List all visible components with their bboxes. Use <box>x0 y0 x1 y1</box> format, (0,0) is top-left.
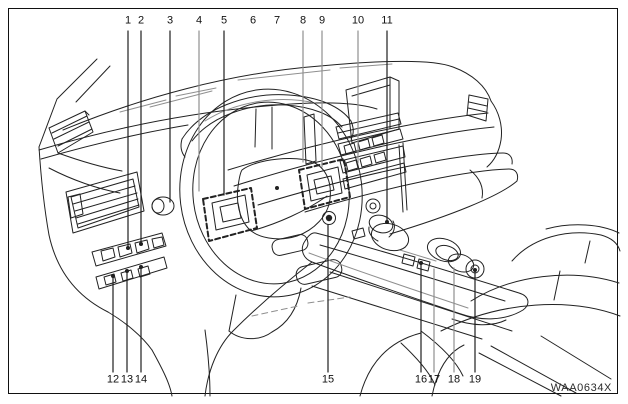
callout-label-9: 9 <box>318 14 326 27</box>
callout-label-7: 7 <box>273 14 281 27</box>
callout-label-6: 6 <box>249 14 257 27</box>
instrument-cluster <box>181 95 353 164</box>
callout-label-13: 13 <box>120 373 134 386</box>
callout-label-18: 18 <box>447 373 461 386</box>
callout-label-15: 15 <box>321 373 335 386</box>
callout-label-2: 2 <box>137 14 145 27</box>
left-dash-contours <box>49 153 210 396</box>
lower-dash-switch-rows <box>92 233 167 289</box>
callout-dot-2 <box>139 242 143 246</box>
callout-label-16: 16 <box>414 373 428 386</box>
callout-dot-12 <box>111 274 115 278</box>
callout-label-12: 12 <box>106 373 120 386</box>
callout-label-17: 17 <box>427 373 441 386</box>
center-stack <box>336 77 407 213</box>
callout-label-19: 19 <box>468 373 482 386</box>
callout-dot-13 <box>125 269 129 273</box>
callout-dot-1 <box>126 246 130 250</box>
center-console <box>302 233 528 339</box>
callout-label-3: 3 <box>166 14 174 27</box>
headlight-switch-knob <box>152 197 174 215</box>
callout-label-1: 1 <box>124 14 132 27</box>
callout-dot-19 <box>473 268 477 272</box>
passenger-dash <box>228 101 518 234</box>
callout-label-14: 14 <box>134 373 148 386</box>
callout-label-8: 8 <box>299 14 307 27</box>
callout-dot-11 <box>385 220 389 224</box>
right-side-vent <box>467 95 488 121</box>
callout-label-4: 4 <box>195 14 203 27</box>
callout-label-5: 5 <box>220 14 228 27</box>
callout-dot-14 <box>139 265 143 269</box>
callout-dot-16 <box>419 261 423 265</box>
dash-top-edge <box>39 61 491 159</box>
callout-label-10: 10 <box>351 14 365 27</box>
callout-label-11: 11 <box>381 14 393 27</box>
callout-leader-lines <box>111 31 477 372</box>
shift-lever <box>352 212 412 255</box>
start-button <box>323 212 336 225</box>
figure-code: WAA0634X <box>550 382 612 394</box>
